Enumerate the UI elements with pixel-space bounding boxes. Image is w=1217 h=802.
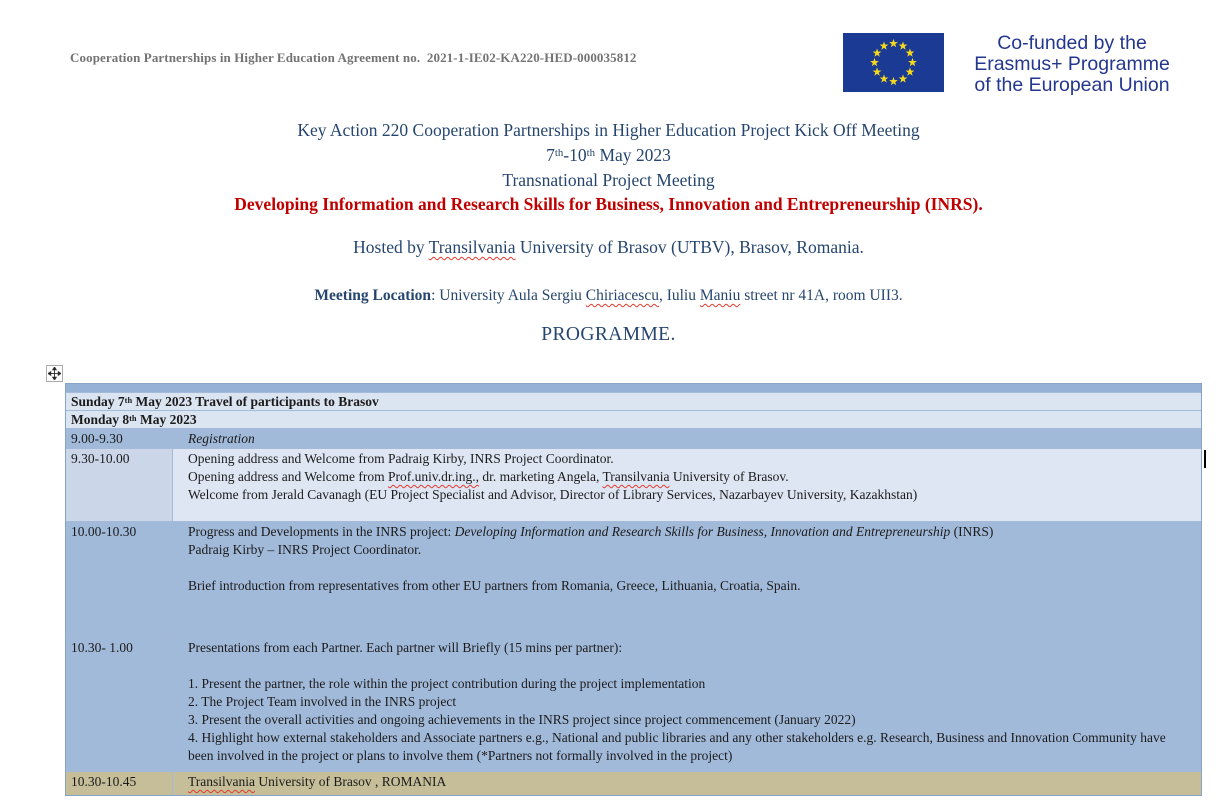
session-text-line: Presentations from each Partner. Each partner will Briefly (15 mins per partner): (188, 640, 623, 655)
table-row[interactable] (66, 521, 1201, 637)
programme-heading: PROGRAMME. (541, 324, 676, 345)
time-cell[interactable]: 10.00-10.30 (66, 522, 173, 637)
session-text-line: 3. Present the overall activities and ongoing achievements in the INRS project since project commencement (January 2022) (188, 712, 856, 727)
session-text-line: 4. Highlight how external stakeholders and Associate partners e.g., National and public libraries and any other stakeholders e.g. Research, Business and Innovation Community have been involved in the project or plans to involve them (*Partners not formally involved in the project) (188, 730, 1166, 763)
session-text-line: Registration (188, 431, 255, 446)
session-text-line: 1. Present the partner, the role within the project contribution during the project implementation (188, 676, 706, 691)
session-cell[interactable] (173, 522, 1201, 637)
move-arrows-icon (48, 367, 61, 380)
session-text-line: 2. The Project Team involved in the INRS project (188, 694, 457, 709)
logo-text-line: Co-funded by the (997, 32, 1147, 54)
session-text-line: Brief introduction from representatives from other EU partners from Romania, Greece, Lithuania, Croatia, Spain. (188, 578, 801, 593)
meeting-type-line: Transnational Project Meeting (502, 170, 715, 190)
project-name-line: Developing Information and Research Skills for Business, Innovation and Entrepreneurship (INRS). (234, 194, 983, 214)
session-cell[interactable] (173, 429, 1201, 448)
agreement-number-text: Cooperation Partnerships in Higher Education Agreement no. 2021-1-IE02-KA220-HED-000035812 (70, 50, 637, 65)
table-row[interactable] (66, 448, 1201, 521)
session-cell[interactable] (173, 772, 1201, 795)
session-text-line: Padraig Kirby – INRS Project Coordinator. (188, 542, 422, 557)
session-text-line (188, 657, 1189, 675)
session-text-line: Opening address and Welcome from Padraig Kirby, INRS Project Coordinator. (188, 451, 614, 466)
session-text-line: Progress and Developments in the INRS project: Developing Information and Research Skills for Business, Innovation and Entrepreneurship (INRS) (188, 524, 994, 539)
eu-flag-icon (843, 33, 944, 92)
session-cell[interactable] (173, 638, 1201, 771)
erasmus-logo-text (954, 33, 1190, 96)
meeting-dates-line: 7th-10th May 2023 (546, 145, 671, 165)
session-text-line: Transilvania University of Brasov , ROMANIA (188, 774, 447, 789)
table-row[interactable] (66, 637, 1201, 771)
programme-table[interactable] (65, 383, 1202, 796)
meeting-title-line: Key Action 220 Cooperation Partnerships in Higher Education Project Kick Off Meeting (297, 120, 920, 140)
time-cell[interactable]: 9.00-9.30 (66, 429, 173, 448)
day-header-cell[interactable]: Sunday 7th May 2023 Travel of participants to Brasov (71, 394, 379, 409)
hosted-by-line: Hosted by Transilvania University of Brasov (UTBV), Brasov, Romania. (353, 237, 864, 257)
table-row[interactable] (66, 428, 1201, 448)
session-text-line (188, 559, 1189, 577)
table-row[interactable] (66, 771, 1201, 795)
table-move-handle[interactable] (46, 365, 63, 382)
logo-text-line: Erasmus+ Programme (974, 53, 1170, 75)
time-cell[interactable]: 10.30- 1.00 (66, 638, 173, 771)
session-text-line: Opening address and Welcome from Prof.univ.dr.ing., dr. marketing Angela, Transilvania University of Brasov. (188, 469, 789, 484)
erasmus-cofunded-logo (843, 33, 1190, 96)
table-row[interactable] (66, 392, 1201, 410)
table-row[interactable] (66, 410, 1201, 428)
session-cell[interactable] (173, 449, 1201, 521)
day-header-cell[interactable]: Monday 8th May 2023 (71, 412, 197, 427)
session-text-line: Welcome from Jerald Cavanagh (EU Project Specialist and Advisor, Director of Library Services, Nazarbayev University, Kazakhstan) (188, 487, 918, 502)
logo-text-line: of the European Union (974, 74, 1170, 96)
meeting-location-line: Meeting Location: University Aula Sergiu Chiriacescu, Iuliu Maniu street nr 41A, room UII3. (314, 287, 903, 304)
text-cursor (1204, 450, 1206, 468)
table-row[interactable] (66, 384, 1201, 392)
time-cell[interactable]: 10.30-10.45 (66, 772, 173, 795)
time-cell[interactable]: 9.30-10.00 (66, 449, 173, 521)
